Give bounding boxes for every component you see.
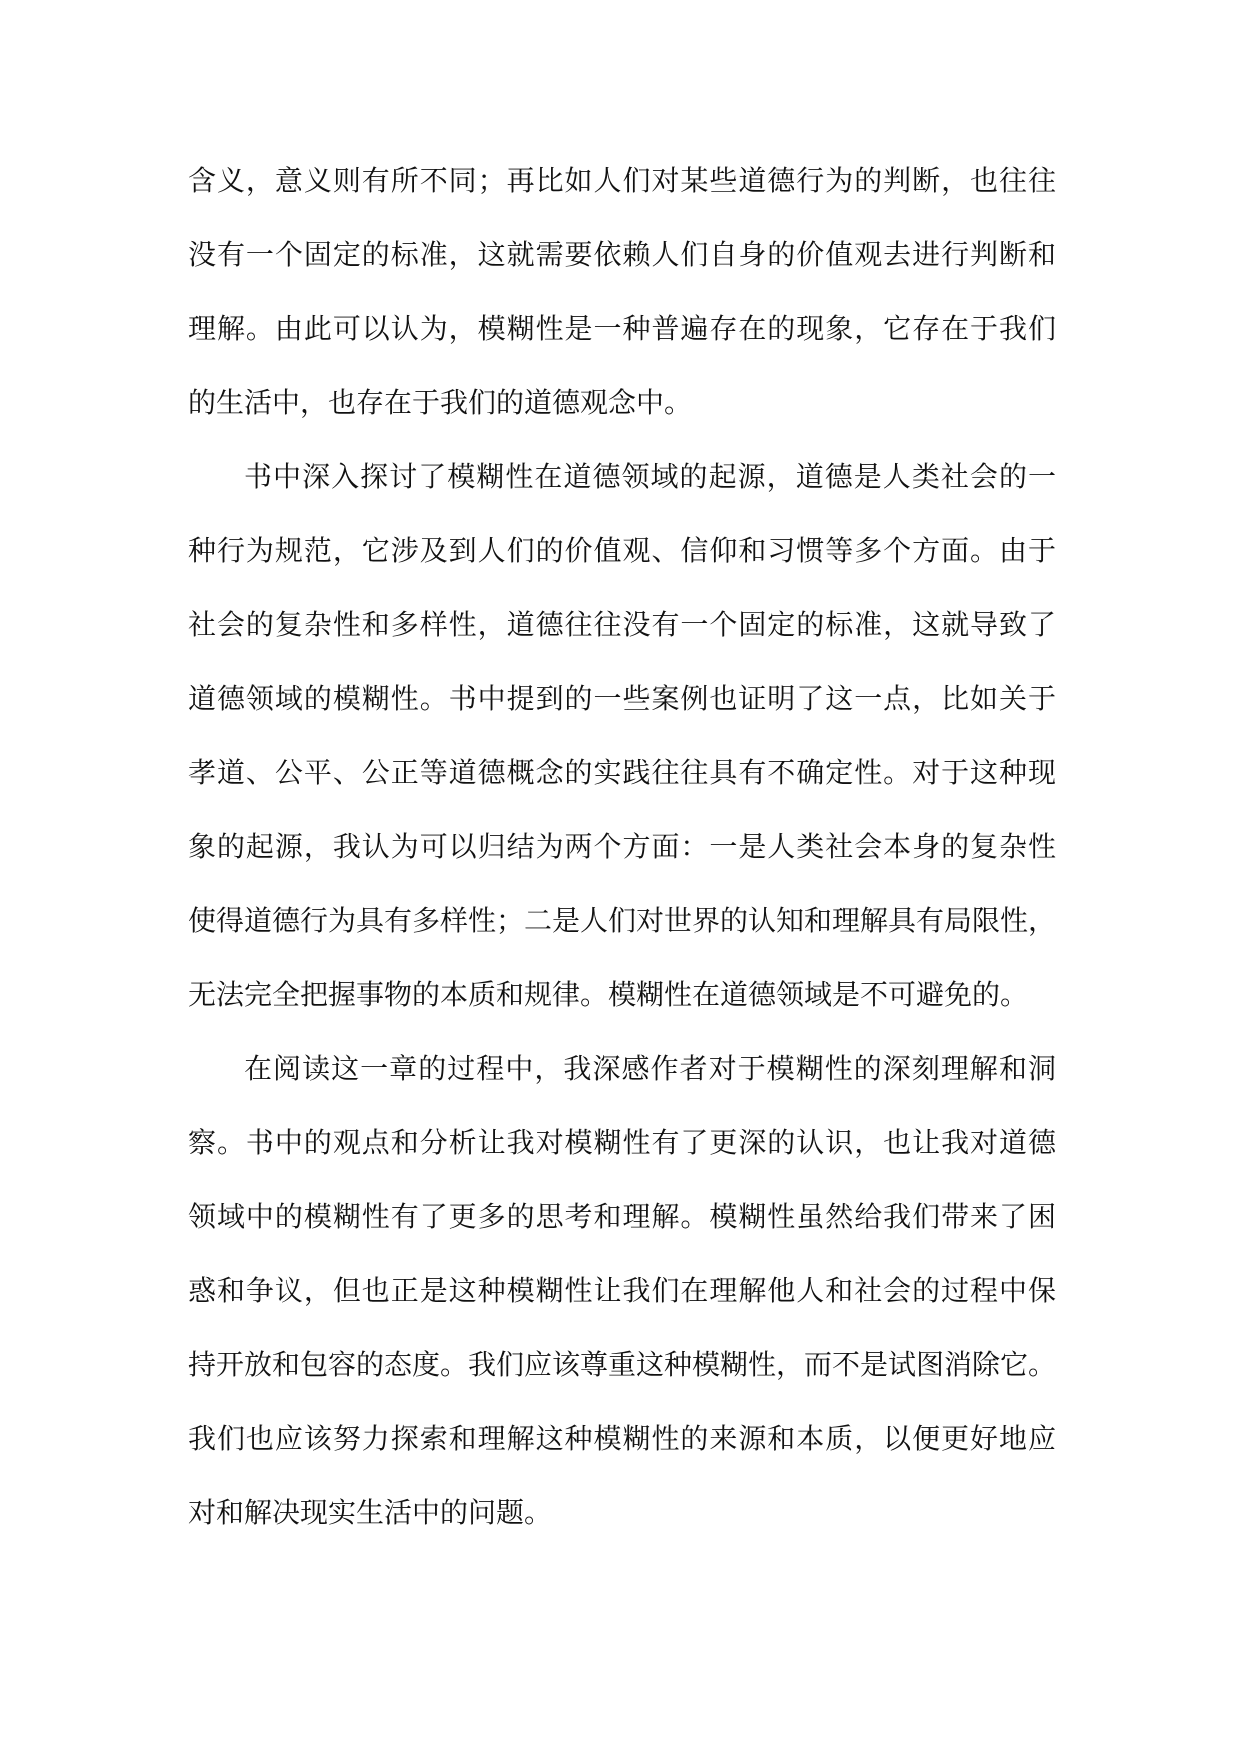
text-line: 没有一个固定的标准，这就需要依赖人们自身的价值观去进行判断和 (188, 238, 1056, 271)
text-line: 我们也应该努力探索和理解这种模糊性的来源和本质，以便更好地应 (188, 1422, 1056, 1455)
text-line: 种行为规范，它涉及到人们的价值观、信仰和习惯等多个方面。由于 (188, 534, 1056, 567)
text-line: 孝道、公平、公正等道德概念的实践往往具有不确定性。对于这种现 (188, 756, 1056, 789)
text-line: 含义，意义则有所不同；再比如人们对某些道德行为的判断，也往往 (188, 164, 1056, 197)
text-line: 惑和争议，但也正是这种模糊性让我们在理解他人和社会的过程中保 (188, 1274, 1056, 1307)
text-line: 领域中的模糊性有了更多的思考和理解。模糊性虽然给我们带来了困 (188, 1200, 1056, 1233)
text-line: 社会的复杂性和多样性，道德往往没有一个固定的标准，这就导致了 (188, 608, 1056, 641)
text-line: 察。书中的观点和分析让我对模糊性有了更深的认识，也让我对道德 (188, 1126, 1056, 1159)
body-text (188, 144, 1056, 1550)
text-line: 象的起源，我认为可以归结为两个方面：一是人类社会本身的复杂性 (188, 830, 1056, 863)
text-line: 理解。由此可以认为，模糊性是一种普遍存在的现象，它存在于我们 (188, 312, 1056, 345)
text-line: 无法完全把握事物的本质和规律。模糊性在道德领域是不可避免的。 (188, 978, 1029, 1011)
paragraph-first-line: 书中深入探讨了模糊性在道德领域的起源，道德是人类社会的一 (244, 460, 1056, 493)
text-line: 的生活中，也存在于我们的道德观念中。 (188, 386, 693, 419)
paragraph-first-line: 在阅读这一章的过程中，我深感作者对于模糊性的深刻理解和洞 (244, 1052, 1056, 1085)
text-line: 使得道德行为具有多样性；二是人们对世界的认知和理解具有局限性， (188, 904, 1057, 937)
text-line: 对和解决现实生活中的问题。 (188, 1496, 553, 1529)
text-line: 持开放和包容的态度。我们应该尊重这种模糊性，而不是试图消除它。 (188, 1348, 1057, 1381)
text-line: 道德领域的模糊性。书中提到的一些案例也证明了这一点，比如关于 (188, 682, 1056, 715)
